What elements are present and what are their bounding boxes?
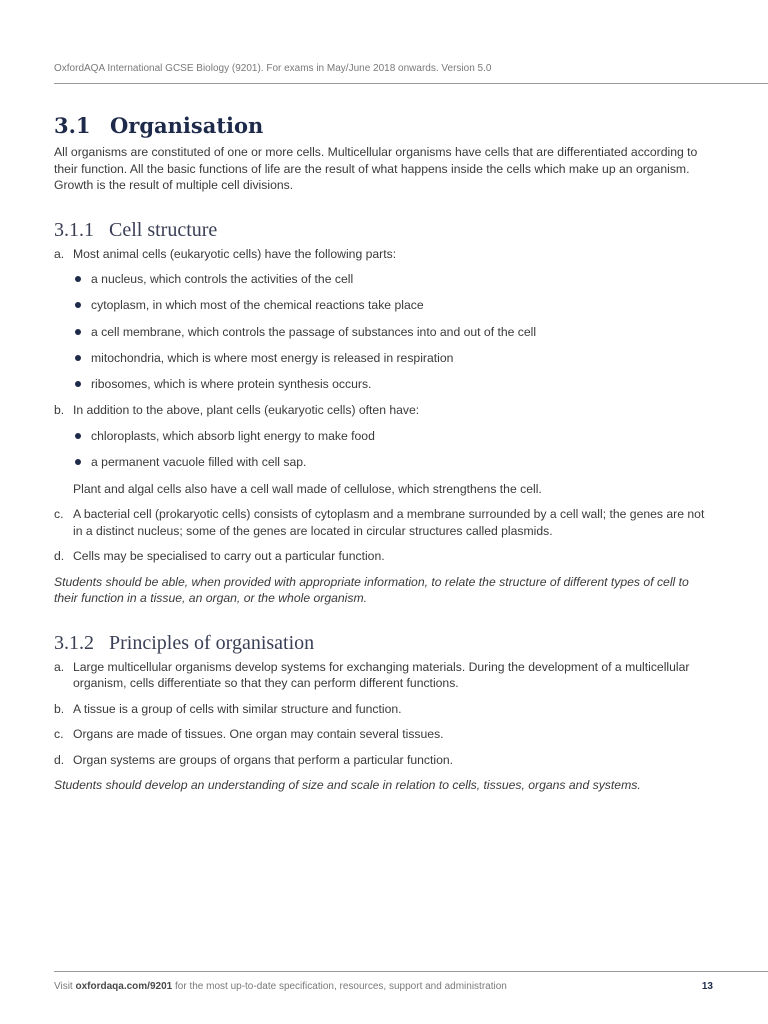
list-item-a bbox=[54, 246, 714, 263]
item-text: Cells may be specialised to carry out a particular function. bbox=[73, 549, 385, 564]
item-text: Large multicellular organisms develop systems for exchanging materials. During the development of a multicellular organism, cells differentiate so that they can perform different functions. bbox=[73, 659, 690, 691]
item-text: Organ systems are groups of organs that perform a particular function. bbox=[73, 752, 454, 767]
footer-visit: Visit bbox=[54, 981, 73, 992]
subsection-number: 3.1.2 bbox=[54, 631, 94, 654]
plant-cell-parts-list bbox=[54, 428, 714, 471]
plant-cell-note: Plant and algal cells also have a cell wall made of cellulose, which strengthens the cell. bbox=[73, 481, 542, 496]
list-item-d bbox=[54, 752, 714, 769]
list-item-b bbox=[54, 701, 714, 718]
list-item-c bbox=[54, 506, 714, 539]
bullet-item: ribosomes, which is where protein synthesis occurs. bbox=[73, 376, 714, 393]
main-content bbox=[54, 112, 714, 794]
list-item-c bbox=[54, 726, 714, 743]
bullet-item: cytoplasm, in which most of the chemical reactions take place bbox=[73, 297, 714, 314]
animal-cell-parts-list bbox=[54, 271, 714, 393]
item-letter: a. bbox=[54, 659, 65, 674]
list-item-b bbox=[54, 402, 714, 419]
item-letter: d. bbox=[54, 752, 65, 767]
page-number: 13 bbox=[701, 981, 713, 992]
subsection-heading-principles bbox=[54, 631, 714, 655]
bullet-item: mitochondria, which is where most energy is released in respiration bbox=[73, 350, 714, 367]
header-text: OxfordAQA International GCSE Biology (9201). For exams in May/June 2018 onwards. Version 5.0 bbox=[54, 63, 492, 74]
footer-divider bbox=[54, 971, 768, 972]
item-text: A bacterial cell (prokaryotic cells) consists of cytoplasm and a membrane surrounded by a cell wall; the genes are not in a distinct nucleus; some of the genes are located in circular structures called plasmids. bbox=[73, 507, 705, 538]
section-heading bbox=[54, 112, 714, 140]
bullet-item: chloroplasts, which absorb light energy to make food bbox=[73, 428, 714, 445]
section-number: 3.1 bbox=[54, 113, 91, 138]
bullet-item: a nucleus, which controls the activities of the cell bbox=[73, 271, 714, 288]
subsection-number: 3.1.1 bbox=[54, 218, 94, 241]
item-letter: c. bbox=[54, 727, 64, 742]
subsection-title: Cell structure bbox=[109, 218, 218, 241]
item-letter: a. bbox=[54, 246, 65, 261]
subsection-title: Principles of organisation bbox=[109, 631, 315, 654]
italic-guidance-note: Students should develop an understanding of size and scale in relation to cells, tissues, organs and systems. bbox=[54, 778, 641, 793]
bullet-item: a cell membrane, which controls the passage of substances into and out of the cell bbox=[73, 324, 714, 341]
item-letter: b. bbox=[54, 403, 65, 418]
list-item-d bbox=[54, 548, 714, 565]
item-letter: b. bbox=[54, 701, 65, 716]
item-letter: d. bbox=[54, 549, 65, 564]
footer-text bbox=[54, 981, 507, 992]
item-text: Most animal cells (eukaryotic cells) have the following parts: bbox=[73, 246, 397, 261]
subsection-heading-cell-structure bbox=[54, 218, 714, 242]
section-title: Organisation bbox=[110, 113, 264, 138]
footer-rest: for the most up-to-date specification, resources, support and administration bbox=[172, 981, 507, 992]
bullet-item: a permanent vacuole filled with cell sap. bbox=[73, 454, 714, 471]
header-divider bbox=[54, 83, 768, 84]
list-item-a bbox=[54, 659, 714, 692]
section-intro: All organisms are constituted of one or more cells. Multicellular organisms have cells that are differentiated according to their function. All the basic functions of life are the result of what happens inside the cells which make up an organism. Growth is the result of multiple cell divisions. bbox=[54, 145, 698, 192]
italic-guidance-note: Students should be able, when provided with appropriate information, to relate the structure of different types of cell to their function in a tissue, an organ, or the whole organism. bbox=[54, 574, 689, 606]
item-letter: c. bbox=[54, 507, 64, 522]
item-text: In addition to the above, plant cells (eukaryotic cells) often have: bbox=[73, 403, 420, 418]
item-text: A tissue is a group of cells with similar structure and function. bbox=[73, 701, 402, 716]
footer-link[interactable]: oxfordaqa.com/9201 bbox=[75, 981, 173, 992]
item-text: Organs are made of tissues. One organ may contain several tissues. bbox=[73, 727, 444, 742]
